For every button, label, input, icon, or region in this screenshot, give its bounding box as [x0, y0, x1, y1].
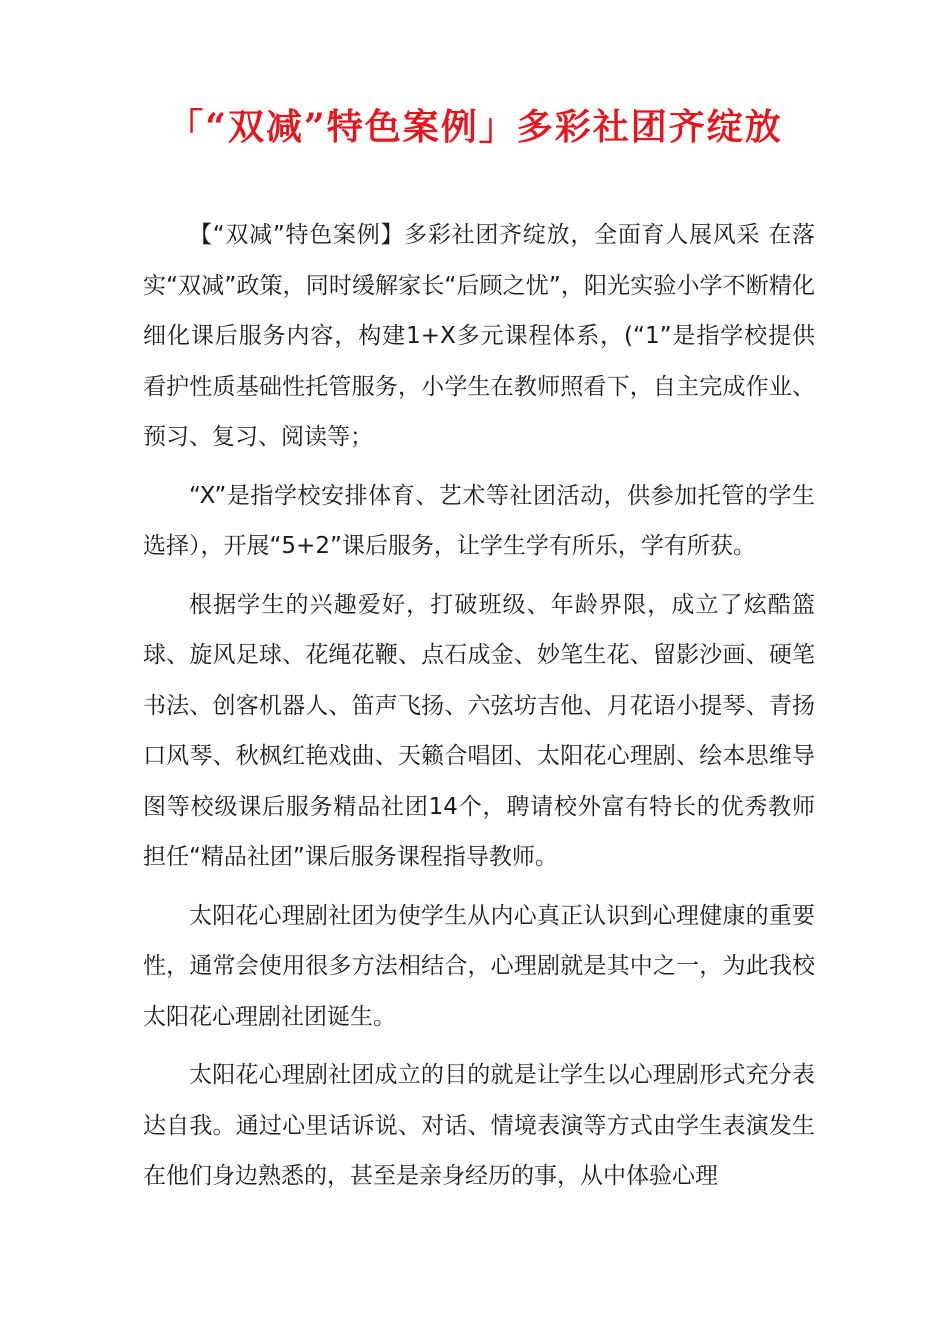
- document-body: [143, 210, 815, 1210]
- paragraph: “X”是指学校安排体育、艺术等社团活动，供参加托管的学生选择），开展“5+2”课后服务，让学生学有所乐，学有所获。: [143, 482, 815, 559]
- paragraph: 【“双减”特色案例】多彩社团齐绽放，全面育人展风采 在落实“双减”政策，同时缓解家长“后顾之忧”，阳光实验小学不断精化细化课后服务内容，构建1+X多元课程体系，(“1”是指学校提供看护性质基础性托管服务，小学生在教师照看下，自主完成作业、预习、复习、阅读等；: [143, 222, 815, 450]
- paragraph: 根据学生的兴趣爱好，打破班级、年龄界限，成立了炫酷篮球、旋风足球、花绳花鞭、点石成金、妙笔生花、留影沙画、硬笔书法、创客机器人、笛声飞扬、六弦坊吉他、月花语小提琴、青扬口风琴、秋枫红艳戏曲、天籁合唱团、太阳花心理剧、绘本思维导图等校级课后服务精品社团14个，聘请校外富有特长的优秀教师担任“精品社团”课后服务课程指导教师。: [143, 591, 815, 870]
- paragraph: 太阳花心理剧社团成立的目的就是让学生以心理剧形式充分表达自我。通过心里话诉说、对话、情境表演等方式由学生表演发生在他们身边熟悉的，甚至是亲身经历的事，从中体验心理: [143, 1062, 815, 1189]
- paragraph: 太阳花心理剧社团为使学生从内心真正认识到心理健康的重要性，通常会使用很多方法相结合，心理剧就是其中之一，为此我校太阳花心理剧社团诞生。: [143, 902, 815, 1030]
- document-title: 「“双减”特色案例」多彩社团齐绽放: [167, 106, 783, 148]
